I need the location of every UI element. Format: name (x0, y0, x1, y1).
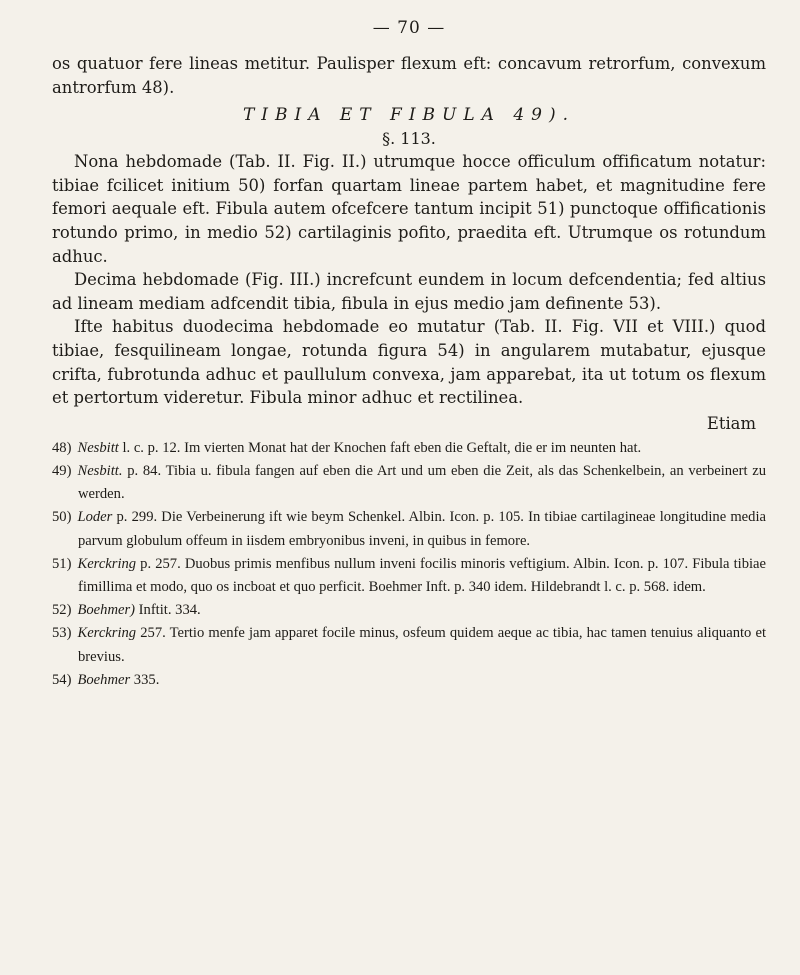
section-heading: TIBIA ET FIBULA 49). (242, 105, 576, 126)
footnote-text: 257. Tertio menfe jam apparet focile minus, osfeum quidem aeque ac tibia, hac tamen tenuius aliquanto et brevius. (78, 625, 766, 665)
footnote-number: 52) (52, 602, 72, 619)
footnote-author: Nesbitt. (77, 462, 123, 479)
footnote (52, 506, 766, 552)
paragraph-decima: Decima hebdomade (Fig. III.) increfcunt eundem in locum defcendentia; fed altius ad lineam mediam adfcendit tibia, fibula in ejus medio jam definente 53). (52, 270, 766, 313)
footnote (52, 622, 766, 668)
footnote-number: 50) (52, 509, 72, 526)
footnote-author: Kerckring (77, 625, 137, 642)
footnote-text: Inftit. 334. (135, 602, 201, 619)
page-number: — 70 — (372, 18, 446, 38)
paragraph-continuation: os quatuor fere lineas metitur. Paulisper flexum eft: concavum retrorfum, convexum antrorfum 48). (52, 54, 766, 97)
footnote (52, 553, 766, 599)
footnote (52, 599, 766, 622)
footnote-text: 335. (130, 671, 160, 688)
footnote-number: 51) (52, 555, 72, 572)
footnote-author: Loder (77, 509, 113, 526)
footnote-text: l. c. p. 12. Im vierten Monat hat der Knochen faft eben die Geftalt, die er im neunten hat. (118, 439, 642, 456)
footnote-author: Kerckring (77, 555, 137, 572)
footnote (52, 460, 766, 506)
footnotes (52, 437, 766, 692)
footnote-text: p. 84. Tibia u. fibula fangen auf eben die Art und um eben die Zeit, als das Schenkelbein, an verbeinert zu werden. (78, 462, 766, 503)
footnote-number: 49) (52, 462, 72, 479)
footnote-text: p. 257. Duobus primis menfibus nullum inveni focilis minoris veftigium. Albin. Icon. p. 107. Fibula tibiae fimillima et modo, quo os incboat et quo perficit. Boehmer Inft. p. 340 idem. Hildebrandt l. c. p. 568. idem. (78, 555, 766, 595)
footnote-author: Nesbitt (77, 439, 119, 456)
catchword: Etiam (706, 413, 756, 433)
paragraph-nona: Nona hebdomade (Tab. II. Fig. II.) utrumque hocce officulum offificatum notatur: tibiae fcilicet initium 50) forfan quartam lineae partem habet, et magnitudine fere femori aequale eft. Fibula autem ofcefcere tantum incipit 51) punctoque offificationis rotundo primo, in medio 52) cartilaginis pofito, praedita eft. Utrumque os rotundum adhuc. (52, 152, 766, 266)
footnote-number: 54) (52, 671, 72, 688)
footnote-author: Boehmer (77, 671, 131, 688)
footnote-number: 48) (52, 439, 72, 456)
paragraph-duodecima: Ifte habitus duodecima hebdomade eo mutatur (Tab. II. Fig. VII et VIII.) quod tibiae, fesquilineam longae, rotunda figura 54) in angularem mutabatur, ejusque crifta, fubrotunda adhuc et paullulum convexa, jam apparebat, ita ut totum os flexum et pertortum videretur. Fibula minor adhuc et rectilinea. (52, 317, 766, 408)
section-number: §. 113. (382, 129, 436, 149)
footnote (52, 437, 766, 460)
footnote-number: 53) (52, 625, 72, 642)
footnote (52, 669, 766, 692)
footnote-text: p. 299. Die Verbeinerung ift wie beym Schenkel. Albin. Icon. p. 105. In tibiae cartilagineae longitudine media parvum globulum offeum in iisdem embryonibus inveni, in quibus in femore. (78, 509, 766, 549)
footnote-author: Boehmer) (77, 602, 136, 619)
